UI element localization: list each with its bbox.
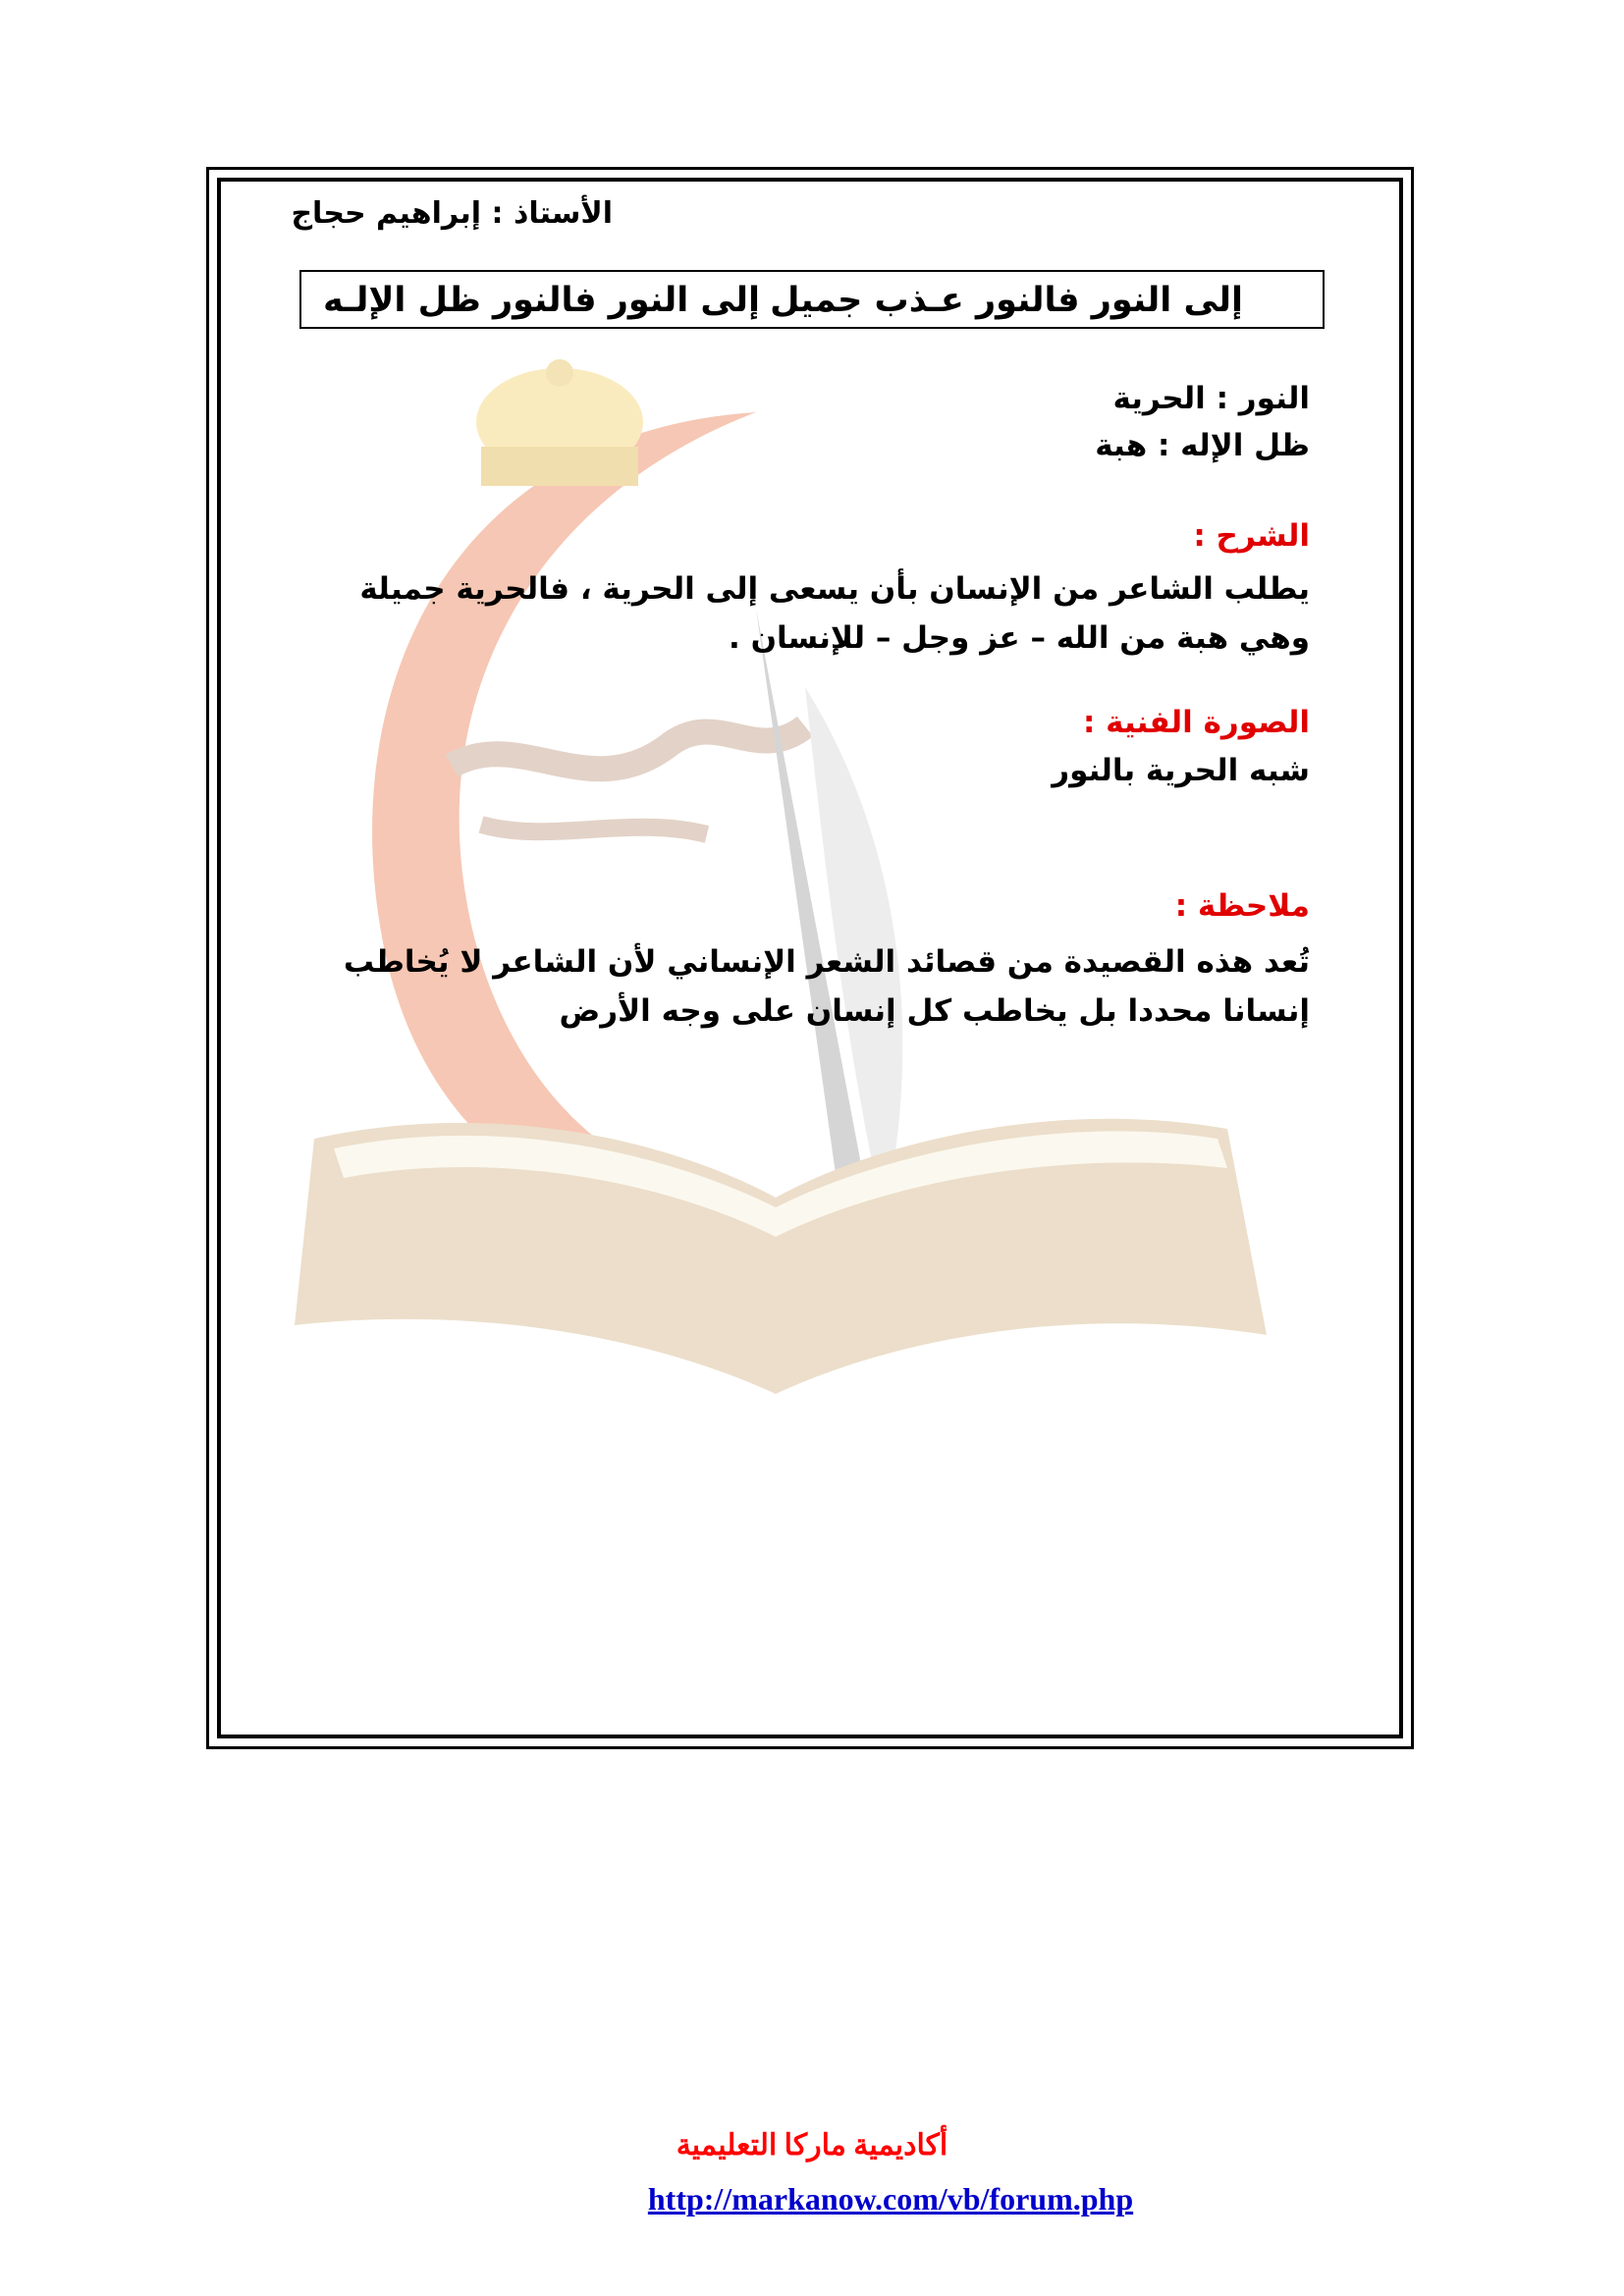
imagery-heading: الصورة الفنية : <box>1082 705 1310 740</box>
academy-name: أكاديمية ماركا التعليمية <box>676 2129 948 2162</box>
crescent-shape <box>372 412 805 1223</box>
note-heading: ملاحظة : <box>1174 888 1310 924</box>
imagery-text: شبه الحرية بالنور <box>1052 753 1310 788</box>
verse-hemistich-second: إلى النور فالنور ظل الإلـه <box>323 281 760 320</box>
calligraphy-stroke <box>452 726 805 769</box>
vocab-item: النور : الحرية <box>1112 381 1310 416</box>
calligraphy-stroke <box>481 825 707 834</box>
teacher-name: الأستاذ : إبراهيم حجاج <box>291 196 613 231</box>
verse-hemistich-first: إلى النور فالنور عـذب جميل <box>770 281 1243 320</box>
explanation-heading: الشرح : <box>1193 518 1310 554</box>
forum-link[interactable]: http://markanow.com/vb/forum.php <box>647 2181 1134 2216</box>
logo-watermark <box>295 353 1276 1414</box>
footer-link-row <box>0 2181 1624 2217</box>
note-text: تُعد هذه القصيدة من قصائد الشعر الإنساني لأن الشاعر لا يُخاطب إنسانا محددا بل يخاطب كل إنسان على وجه الأرض <box>343 944 1310 1029</box>
crown-icon <box>476 359 643 486</box>
vocab-item: ظل الإله : هبة <box>1095 428 1310 463</box>
explanation-text: يطلب الشاعر من الإنسان بأن يسعى إلى الحرية ، فالحرية جميلة وهي هبة من الله – عز وجل – للإنسان . <box>359 571 1310 656</box>
